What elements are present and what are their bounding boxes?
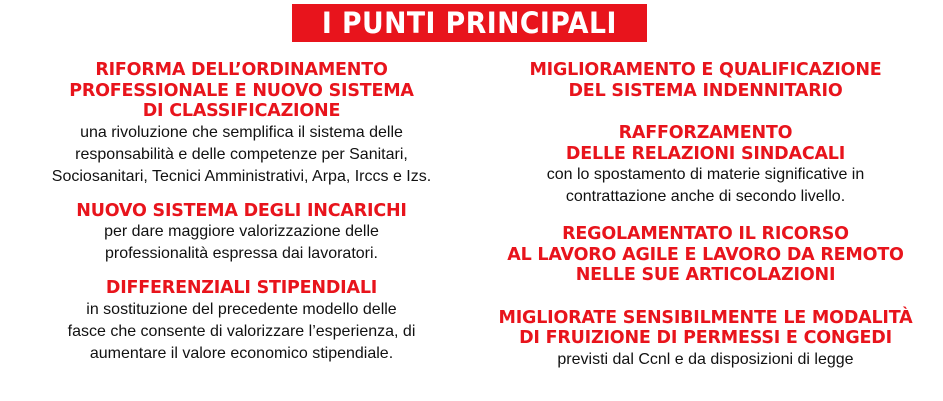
- point-description: per dare maggiore valorizzazione delle professionalità espressa dai lavoratori.: [104, 223, 379, 262]
- point-permessi-congedi: [499, 308, 913, 371]
- point-description: previsti dal Ccnl e da disposizioni di legge: [557, 350, 854, 368]
- title-banner: [292, 4, 647, 42]
- point-incarichi: [76, 201, 406, 266]
- point-indennitario: [529, 60, 881, 101]
- point-relazioni-sindacali: [547, 123, 865, 208]
- point-description: una rivoluzione che semplifica il sistema delle responsabilità e delle competenze per Sanitari, Sociosanitari, Tecnici Amministrativi, Arpa, Irccs e Izs.: [51, 123, 432, 185]
- right-column: [468, 60, 943, 371]
- point-heading: MIGLIORATE SENSIBILMENTE LE MODALITÀ DI FRUIZIONE DI PERMESSI E CONGEDI: [498, 307, 913, 348]
- point-differenziali: [68, 278, 416, 365]
- point-heading: RAFFORZAMENTO DELLE RELAZIONI SINDACALI: [565, 123, 846, 164]
- point-description: in sostituzione del precedente modello delle fasce che consente di valorizzare l’esperienza, di aumentare il valore economico stipendiale.: [67, 300, 416, 362]
- left-column: [0, 60, 483, 365]
- point-heading: RIFORMA DELL’ORDINAMENTO PROFESSIONALE E NUOVO SISTEMA DI CLASSIFICAZIONE: [69, 60, 414, 121]
- point-description: con lo spostamento di materie significative in contrattazione anche di secondo livello.: [546, 166, 865, 205]
- point-heading: NUOVO SISTEMA DEGLI INCARICHI: [76, 200, 407, 221]
- point-heading: DIFFERENZIALI STIPENDIALI: [105, 278, 378, 298]
- point-lavoro-agile: [507, 224, 903, 286]
- point-heading: MIGLIORAMENTO E QUALIFICAZIONE DEL SISTEMA INDENNITARIO: [529, 60, 882, 101]
- point-ordinamento: [52, 60, 431, 188]
- page-title: I PUNTI PRINCIPALI: [321, 6, 618, 40]
- point-heading: REGOLAMENTATO IL RICORSO AL LAVORO AGILE E LAVORO DA REMOTO NELLE SUE ARTICOLAZIONI: [507, 224, 904, 285]
